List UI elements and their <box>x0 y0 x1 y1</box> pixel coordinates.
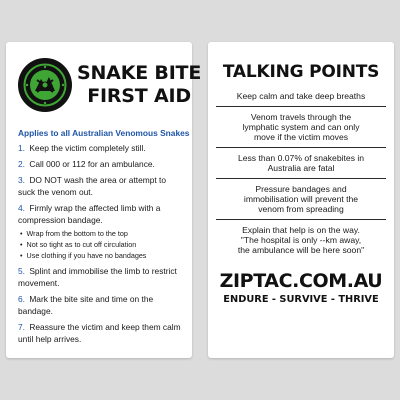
step-item <box>18 174 184 198</box>
talking-points-card <box>208 42 394 358</box>
first-aid-steps <box>18 142 184 345</box>
talking-points-title: TALKING POINTS <box>222 62 380 82</box>
first-aid-header <box>18 56 202 114</box>
step-number: 1. <box>18 143 25 153</box>
step-text: DO NOT wash the area or attempt to suck the venom out. <box>18 175 167 197</box>
step-number: 4. <box>18 203 25 213</box>
step-number: 6. <box>18 294 25 304</box>
talking-point-line: venom from spreading <box>258 204 344 214</box>
title-line-2: FIRST AID <box>87 85 191 107</box>
step-item <box>18 142 184 154</box>
step-item <box>18 202 184 261</box>
step-number: 2. <box>18 159 25 169</box>
talking-point-line: immobilisation will prevent the <box>243 194 359 204</box>
talking-point <box>216 107 386 148</box>
step-item <box>18 321 184 345</box>
step-item <box>18 158 184 170</box>
bandage-tip: • Use clothing if you have no bandages <box>20 250 184 261</box>
step-item <box>18 293 184 317</box>
talking-points-list <box>216 86 386 260</box>
talking-point-line: Venom travels through the <box>250 112 352 122</box>
step-number: 7. <box>18 322 25 332</box>
step-text: Firmly wrap the affected limb with a compression bandage. <box>18 203 161 225</box>
step-text: Splint and immobilise the limb to restrict movement. <box>18 266 177 288</box>
bandage-tips <box>18 228 184 261</box>
talking-point-line: Australia are fatal <box>267 163 335 173</box>
talking-point-line: the ambulance will be here soon" <box>237 245 365 255</box>
brand-tagline: ENDURE - SURVIVE - THRIVE <box>223 294 379 305</box>
website-url: ZIPTAC.COM.AU <box>219 270 383 292</box>
talking-point <box>216 86 386 107</box>
talking-point-line: Pressure bandages and <box>255 184 347 194</box>
bandage-tip: • Not so tight as to cut off circulation <box>20 239 184 250</box>
step-text: Keep the victim completely still. <box>29 143 146 153</box>
talking-point <box>216 148 386 179</box>
ziptac-circle-logo-icon <box>18 58 72 112</box>
step-text: Reassure the victim and keep them calm until help arrives. <box>18 322 181 344</box>
talking-point-line: lymphatic system and can only <box>242 122 360 132</box>
step-number: 5. <box>18 266 25 276</box>
talking-point-line: Less than 0.07% of snakebites in <box>237 153 365 163</box>
talking-point-line: Keep calm and take deep breaths <box>236 91 366 101</box>
step-text: Call 000 or 112 for an ambulance. <box>29 159 155 169</box>
step-item <box>18 265 184 289</box>
step-text: Mark the bite site and time on the bandage. <box>18 294 154 316</box>
bandage-tip: • Wrap from the bottom to the top <box>20 228 184 239</box>
talking-point <box>216 179 386 220</box>
page-title <box>77 62 201 108</box>
step-number: 3. <box>18 175 25 185</box>
applies-to-label: Applies to all Australian Venomous Snakes <box>18 128 190 138</box>
first-aid-card <box>6 42 202 358</box>
talking-point <box>216 220 386 260</box>
talking-point-line: move if the victim moves <box>253 132 349 142</box>
title-line-1: SNAKE BITE <box>77 62 202 84</box>
talking-point-line: Explain that help is on the way. <box>242 225 360 235</box>
talking-point-line: "The hospital is only --km away, <box>240 235 362 245</box>
